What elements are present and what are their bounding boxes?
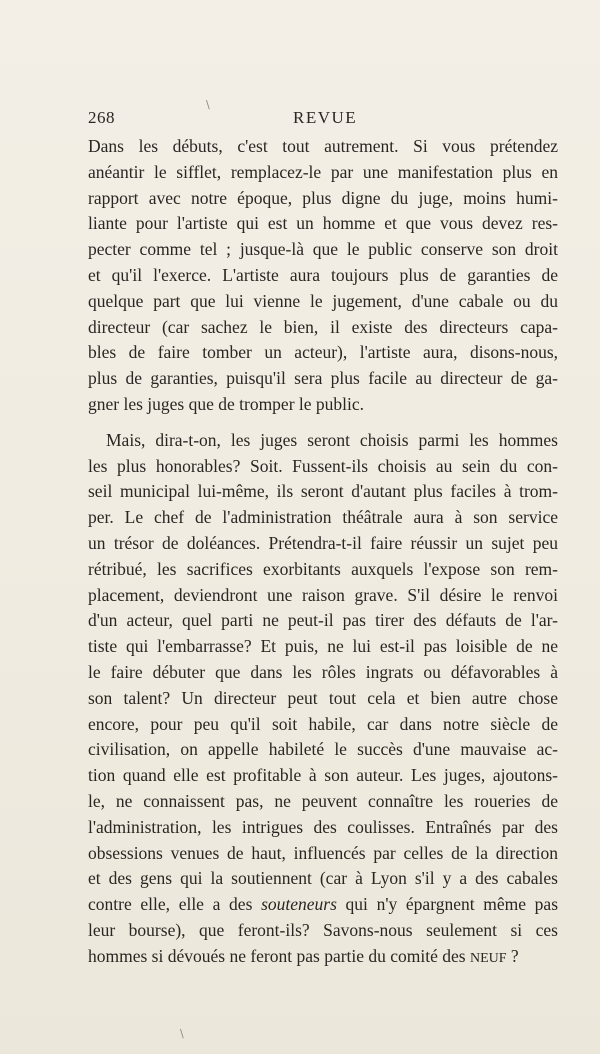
text-line: tiste qui l'embarrasse? Et puis, ne lui est-il pas loisible de ne (88, 636, 558, 657)
text-line: le faire débuter que dans les rôles ingrats ou défavorables à (88, 661, 558, 682)
text-line: tion quand elle est profitable à son auteur. Les juges, ajoutons- (88, 765, 558, 786)
text-line: liante pour l'artiste qui est un homme et que vous devez res- (88, 213, 558, 234)
text-line: bles de faire tomber un acteur), l'artiste aura, disons-nous, (88, 342, 558, 363)
text-line: rétribué, les sacrifices exorbitants auxquels l'expose son rem- (88, 558, 558, 579)
page-number: 268 (88, 108, 115, 127)
text-line: d'un acteur, quel parti ne peut-il pas tirer des défauts de l'ar- (88, 610, 558, 631)
text-line: et des gens qui la soutiennent (car à Lyon s'il y a des cabales (88, 868, 558, 889)
paragraph (88, 428, 558, 970)
text-line: directeur (car sachez le bien, il existe des directeurs capa- (88, 316, 558, 337)
text-line: Mais, dira-t-on, les juges seront choisis parmi les hommes (106, 429, 558, 450)
text-line: civilisation, on appelle habileté le succès d'une mauvaise ac- (88, 739, 558, 760)
smallcaps-word: NEUF (469, 950, 507, 966)
text-line: encore, pour peu qu'il soit habile, car dans notre siècle de (88, 713, 558, 734)
text-line: un trésor de doléances. Prétendra-t-il faire réussir un sujet peu (88, 532, 558, 553)
text-line: son talent? Un directeur peut tout cela et bien autre chose (88, 687, 558, 708)
text-line: Dans les débuts, c'est tout autrement. Si vous prétendez (88, 136, 558, 156)
italic-word: souteneurs (261, 894, 337, 915)
text-line: le, ne connaissent pas, ne peuvent connaître les roueries de (88, 790, 558, 811)
paragraph-gap (88, 418, 558, 428)
running-title: REVUE (293, 108, 358, 127)
text-line: quelque part que lui vienne le jugement, d'une cabale ou du (88, 290, 558, 311)
text-line: hommes si dévoués ne feront pas partie du comité des NEUF ? (88, 945, 519, 966)
text-line: gner les juges que de tromper le public. (88, 393, 365, 414)
text-line: pecter comme tel ; jusque-là que le public conserve son droit (88, 239, 558, 260)
text-line: seil municipal lui-même, ils seront d'autant plus faciles à trom- (88, 481, 558, 502)
text-line: anéantir le sifflet, remplacez-le par une manifestation plus en (88, 161, 558, 182)
text-line: leur bourse), que feront-ils? Savons-nous seulement si ces (88, 919, 558, 940)
text-line: contre elle, elle a des souteneurs qui n'y épargnent même pas (88, 894, 559, 915)
paragraph (88, 134, 558, 418)
text-line: l'administration, les intrigues des coulisses. Entraînés par des (88, 816, 558, 837)
body-text (88, 134, 558, 970)
text-line: plus de garanties, puisqu'il sera plus facile au directeur de ga- (88, 368, 558, 389)
stray-mark-bottom: \ (180, 1027, 184, 1040)
stray-mark-top: \ (206, 98, 210, 111)
text-line: per. Le chef de l'administration théâtrale aura à son service (88, 507, 558, 528)
text-line: et qu'il l'exerce. L'artiste aura toujours plus de garanties de (88, 264, 558, 285)
text-line: obsessions venues de haut, influencés par celles de la direction (88, 842, 558, 863)
running-head (88, 108, 558, 130)
text-line: placement, deviendront une raison grave. S'il désire le renvoi (88, 584, 558, 605)
text-line: rapport avec notre époque, plus digne du juge, moins humi- (88, 187, 558, 208)
text-line: les plus honorables? Soit. Fussent-ils choisis au sein du con- (88, 455, 558, 476)
